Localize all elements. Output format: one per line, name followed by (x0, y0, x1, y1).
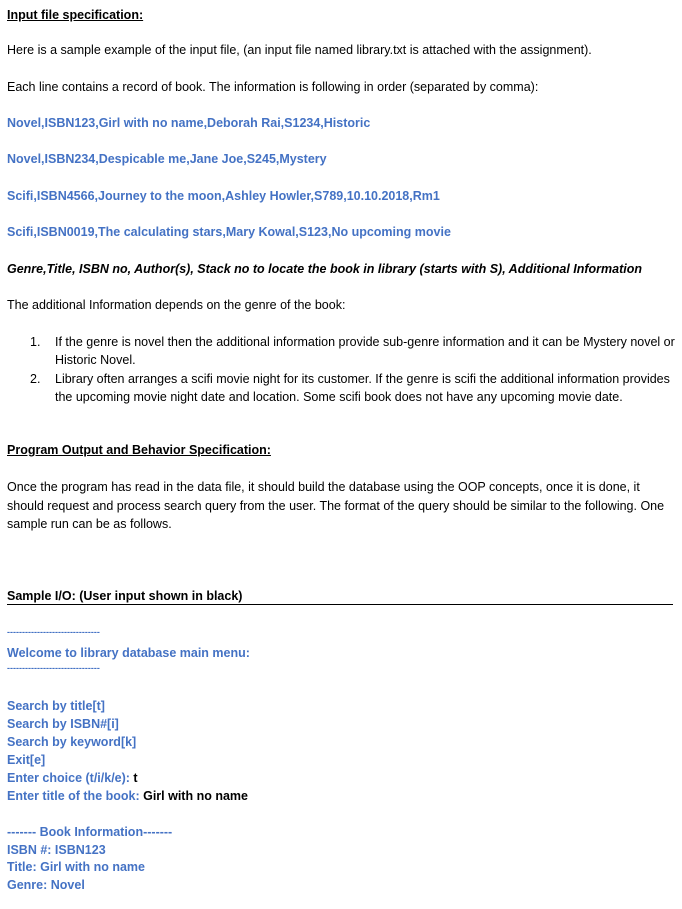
input-spec-intro: Here is a sample example of the input file, (an input file named library.txt is attached with the assignment). (7, 43, 592, 57)
book-genre-line: Genre: Novel (7, 878, 85, 892)
additional-info-list (30, 334, 675, 408)
dash-separator-bottom: ------------------------------- (7, 663, 100, 673)
sample-line-3: Scifi,ISBN4566,Journey to the moon,Ashley Howler,S789,10.10.2018,Rm1 (7, 189, 440, 203)
choice-line (7, 770, 138, 786)
output-spec-body: Once the program has read in the data file, it should build the database using the OOP concepts, once it is done, it should request and process search query from the user. The format of the query should be similar to the following. One sample run can be as follows. (7, 480, 665, 531)
record-format-line: Genre,Title, ISBN no, Author(s), Stack no to locate the book in library (starts with S), Additional Information (7, 262, 643, 276)
title-line (7, 788, 248, 804)
sample-line-2: Novel,ISBN234,Despicable me,Jane Joe,S245,Mystery (7, 152, 327, 166)
sample-line-1: Novel,ISBN123,Girl with no name,Deborah Rai,S1234,Historic (7, 116, 371, 130)
menu-search-title: Search by title[t] (7, 699, 105, 713)
title-input: Girl with no name (143, 789, 248, 803)
output-spec-heading: Program Output and Behavior Specification: (7, 443, 271, 457)
list-item-text: Library often arranges a scifi movie night for its customer. If the genre is scifi the additional information provides the upcoming movie night date and location. Some scifi book does not have any upcoming movie date. (55, 372, 670, 404)
record-description: Each line contains a record of book. The information is following in order (separated by comma): (7, 80, 539, 94)
input-spec-heading: Input file specification: (7, 8, 144, 22)
book-title-line: Title: Girl with no name (7, 860, 145, 874)
section-divider (7, 604, 673, 605)
sample-io-heading: Sample I/O: (User input shown in black) (7, 589, 243, 603)
list-item-number: 2. (30, 372, 41, 386)
list-item (30, 334, 675, 369)
title-prompt: Enter title of the book: (7, 789, 144, 803)
menu-exit: Exit[e] (7, 753, 46, 767)
list-item (30, 371, 675, 406)
list-item-text: If the genre is novel then the additional information provide sub-genre information and it can be Mystery novel or Historic Novel. (55, 335, 675, 367)
book-info-header: ------- Book Information------- (7, 825, 173, 839)
sample-line-4: Scifi,ISBN0019,The calculating stars,Mary Kowal,S123,No upcoming movie (7, 225, 451, 239)
menu-search-isbn: Search by ISBN#[i] (7, 717, 119, 731)
menu-search-keyword: Search by keyword[k] (7, 735, 137, 749)
book-isbn-line: ISBN #: ISBN123 (7, 843, 106, 857)
choice-input: t (133, 771, 138, 785)
choice-prompt: Enter choice (t/i/k/e): (7, 771, 134, 785)
welcome-message: Welcome to library database main menu: (7, 646, 250, 660)
dash-separator-top: ------------------------------- (7, 627, 100, 637)
additional-info-intro: The additional Information depends on the genre of the book: (7, 298, 346, 312)
list-item-number: 1. (30, 335, 41, 349)
